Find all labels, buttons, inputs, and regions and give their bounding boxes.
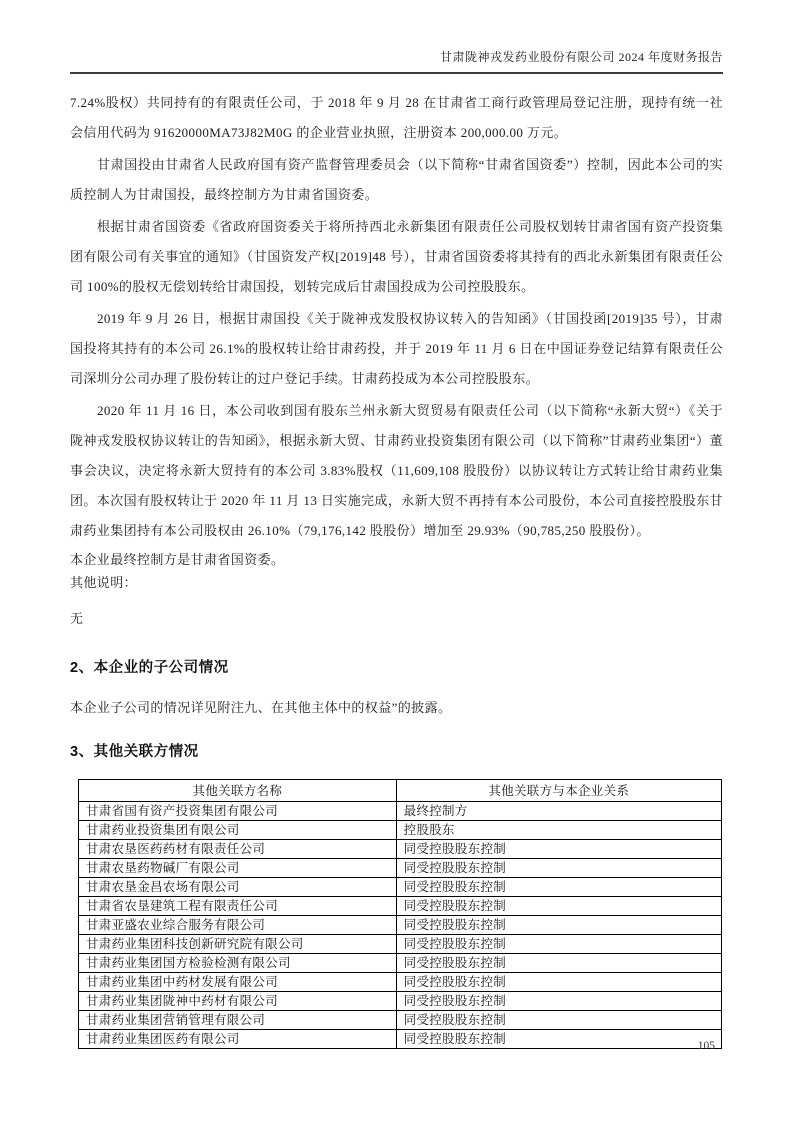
paragraph: 甘肃国投由甘肃省人民政府国有资产监督管理委员会（以下简称“甘肃省国资委”）控制，因此本公司的实质控制人为甘肃国投，最终控制方为甘肃省国资委。: [70, 157, 723, 202]
section-title-related-parties: 3、其他关联方情况: [70, 744, 199, 760]
relationship-cell: 最终控制方: [396, 802, 721, 821]
paragraph: 2019 年 9 月 26 日，根据甘肃国投《关于陇神戎发股权协议转入的告知函》（甘国投函[2019]35 号），甘肃国投将其持有的本公司 26.1%的股权转让给甘肃药投，并于 2019 年 11 月 6 日在中国证券登记结算有限责任公司深圳分公司办理了股份转让的过户登记手续。甘肃药投成为本公司控股股东。: [70, 311, 723, 386]
other-notes-value: 无: [70, 611, 84, 626]
paragraph-list: [70, 88, 723, 546]
table-row: [79, 897, 722, 916]
other-notes-label: 其他说明：: [70, 575, 138, 590]
table-row: [79, 916, 722, 935]
table-row: [79, 973, 722, 992]
column-header-related-party-name: 其他关联方名称: [79, 780, 397, 802]
relationship-cell: 同受控股股东控制: [396, 973, 721, 992]
related-party-name-cell: 甘肃药业集团科技创新研究院有限公司: [79, 935, 397, 954]
related-party-name-cell: 甘肃药业集团医药有限公司: [79, 1030, 397, 1049]
relationship-cell: 同受控股股东控制: [396, 954, 721, 973]
relationship-cell: 控股股东: [396, 821, 721, 840]
relationship-cell: 同受控股股东控制: [396, 935, 721, 954]
table-row: [79, 802, 722, 821]
subsidiaries-body-text: 本企业子公司的情况详见附注九、在其他主体中的权益”的披露。: [70, 700, 452, 715]
table-body: [79, 802, 722, 1049]
relationship-cell: 同受控股股东控制: [396, 897, 721, 916]
table-row: [79, 935, 722, 954]
table-row: [79, 1011, 722, 1030]
related-party-name-cell: 甘肃亚盛农业综合服务有限公司: [79, 916, 397, 935]
related-party-name-cell: 甘肃药业集团陇神中药材有限公司: [79, 992, 397, 1011]
relationship-cell: 同受控股股东控制: [396, 878, 721, 897]
page-header: [70, 48, 723, 74]
table-row: [79, 840, 722, 859]
table-header-row: [79, 780, 722, 802]
table-row: [79, 821, 722, 840]
report-title: 甘肃陇神戎发药业股份有限公司 2024 年度财务报告: [439, 50, 723, 64]
paragraph: 2020 年 11 月 16 日，本公司收到国有股东兰州永新大贸贸易有限责任公司（以下简称“永新大贸“）《关于陇神戎发股权协议转让的告知函》，根据永新大贸、甘肃药业投资集团有限公司（以下简称”甘肃药业集团“）董事会决议，决定将永新大贸持有的本公司 3.83%股权（11,609,108 股股份）以协议转让方式转让给甘肃药业集团。本次国有股权转让于 2020 年 11 月 13 日实施完成，永新大贸不再持有本公司股份，本公司直接控股股东甘肃药业集团持有本公司股权由 26.10%（79,176,142 股股份）增加至 29.93%（90,785,250 股股份）。: [70, 403, 723, 538]
related-party-name-cell: 甘肃农垦医药药材有限责任公司: [79, 840, 397, 859]
table-head: [79, 780, 722, 802]
relationship-cell: 同受控股股东控制: [396, 1030, 721, 1049]
table-row: [79, 878, 722, 897]
document-body: [70, 74, 723, 1049]
relationship-cell: 同受控股股东控制: [396, 840, 721, 859]
final-controller-note: 本企业最终控制方是甘肃省国资委。: [70, 552, 285, 567]
related-party-name-cell: 甘肃药业集团营销管理有限公司: [79, 1011, 397, 1030]
related-party-name-cell: 甘肃药业集团国方检验检测有限公司: [79, 954, 397, 973]
related-party-name-cell: 甘肃省国有资产投资集团有限公司: [79, 802, 397, 821]
relationship-cell: 同受控股股东控制: [396, 1011, 721, 1030]
paragraph: 根据甘肃省国资委《省政府国资委关于将所持西北永新集团有限责任公司股权划转甘肃省国有资产投资集团有限公司有关事宜的通知》（甘国资发产权[2019]48 号），甘肃省国资委将其持有的西北永新集团有限责任公司 100%的股权无偿划转给甘肃国投，划转完成后甘肃国投成为公司控股股东。: [70, 219, 723, 294]
table-row: [79, 992, 722, 1011]
page-number: 105: [697, 1040, 715, 1052]
relationship-cell: 同受控股股东控制: [396, 916, 721, 935]
table-row: [79, 859, 722, 878]
related-party-name-cell: 甘肃药业投资集团有限公司: [79, 821, 397, 840]
relationship-cell: 同受控股股东控制: [396, 859, 721, 878]
table-row: [79, 1030, 722, 1049]
related-party-name-cell: 甘肃农垦金昌农场有限公司: [79, 878, 397, 897]
column-header-relationship: 其他关联方与本企业关系: [396, 780, 721, 802]
table-row: [79, 954, 722, 973]
section-title-subsidiaries: 2、本企业的子公司情况: [70, 660, 229, 676]
related-party-name-cell: 甘肃药业集团中药材发展有限公司: [79, 973, 397, 992]
related-party-table: [78, 779, 722, 1049]
paragraph: 7.24%股权）共同持有的有限责任公司，于 2018 年 9 月 28 在甘肃省工商行政管理局登记注册，现持有统一社会信用代码为 91620000MA73J82M0G 的企业营业执照，注册资本 200,000.00 万元。: [70, 95, 723, 140]
related-party-name-cell: 甘肃省农垦建筑工程有限责任公司: [79, 897, 397, 916]
related-party-name-cell: 甘肃农垦药物碱厂有限公司: [79, 859, 397, 878]
relationship-cell: 同受控股股东控制: [396, 992, 721, 1011]
